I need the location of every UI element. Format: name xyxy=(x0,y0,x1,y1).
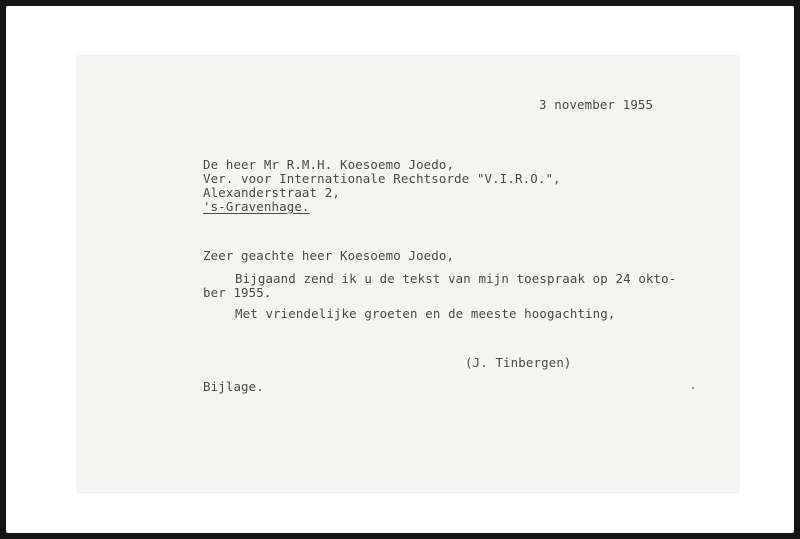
signature: (J. Tinbergen) xyxy=(465,355,572,370)
addressee-city: 's-Gravenhage. xyxy=(203,199,310,214)
letter-sheet xyxy=(78,56,738,492)
addressee-line-2: Ver. voor Internationale Rechtsorde "V.I.R.O.", xyxy=(203,171,561,186)
enclosure-note: Bijlage. xyxy=(203,379,264,394)
salutation: Zeer geachte heer Koesoemo Joedo, xyxy=(203,248,455,263)
paper-speck xyxy=(692,387,694,389)
closing: Met vriendelijke groeten en de meeste hoogachting, xyxy=(235,306,616,321)
body-line-1: Bijgaand zend ik u de tekst van mijn toespraak op 24 okto- xyxy=(235,271,677,286)
addressee-line-3: Alexanderstraat 2, xyxy=(203,185,340,200)
addressee-line-1: De heer Mr R.M.H. Koesoemo Joedo, xyxy=(203,157,455,172)
photo-mount xyxy=(6,6,794,533)
letter-date: 3 november 1955 xyxy=(539,97,654,112)
body-line-2: ber 1955. xyxy=(203,285,272,300)
